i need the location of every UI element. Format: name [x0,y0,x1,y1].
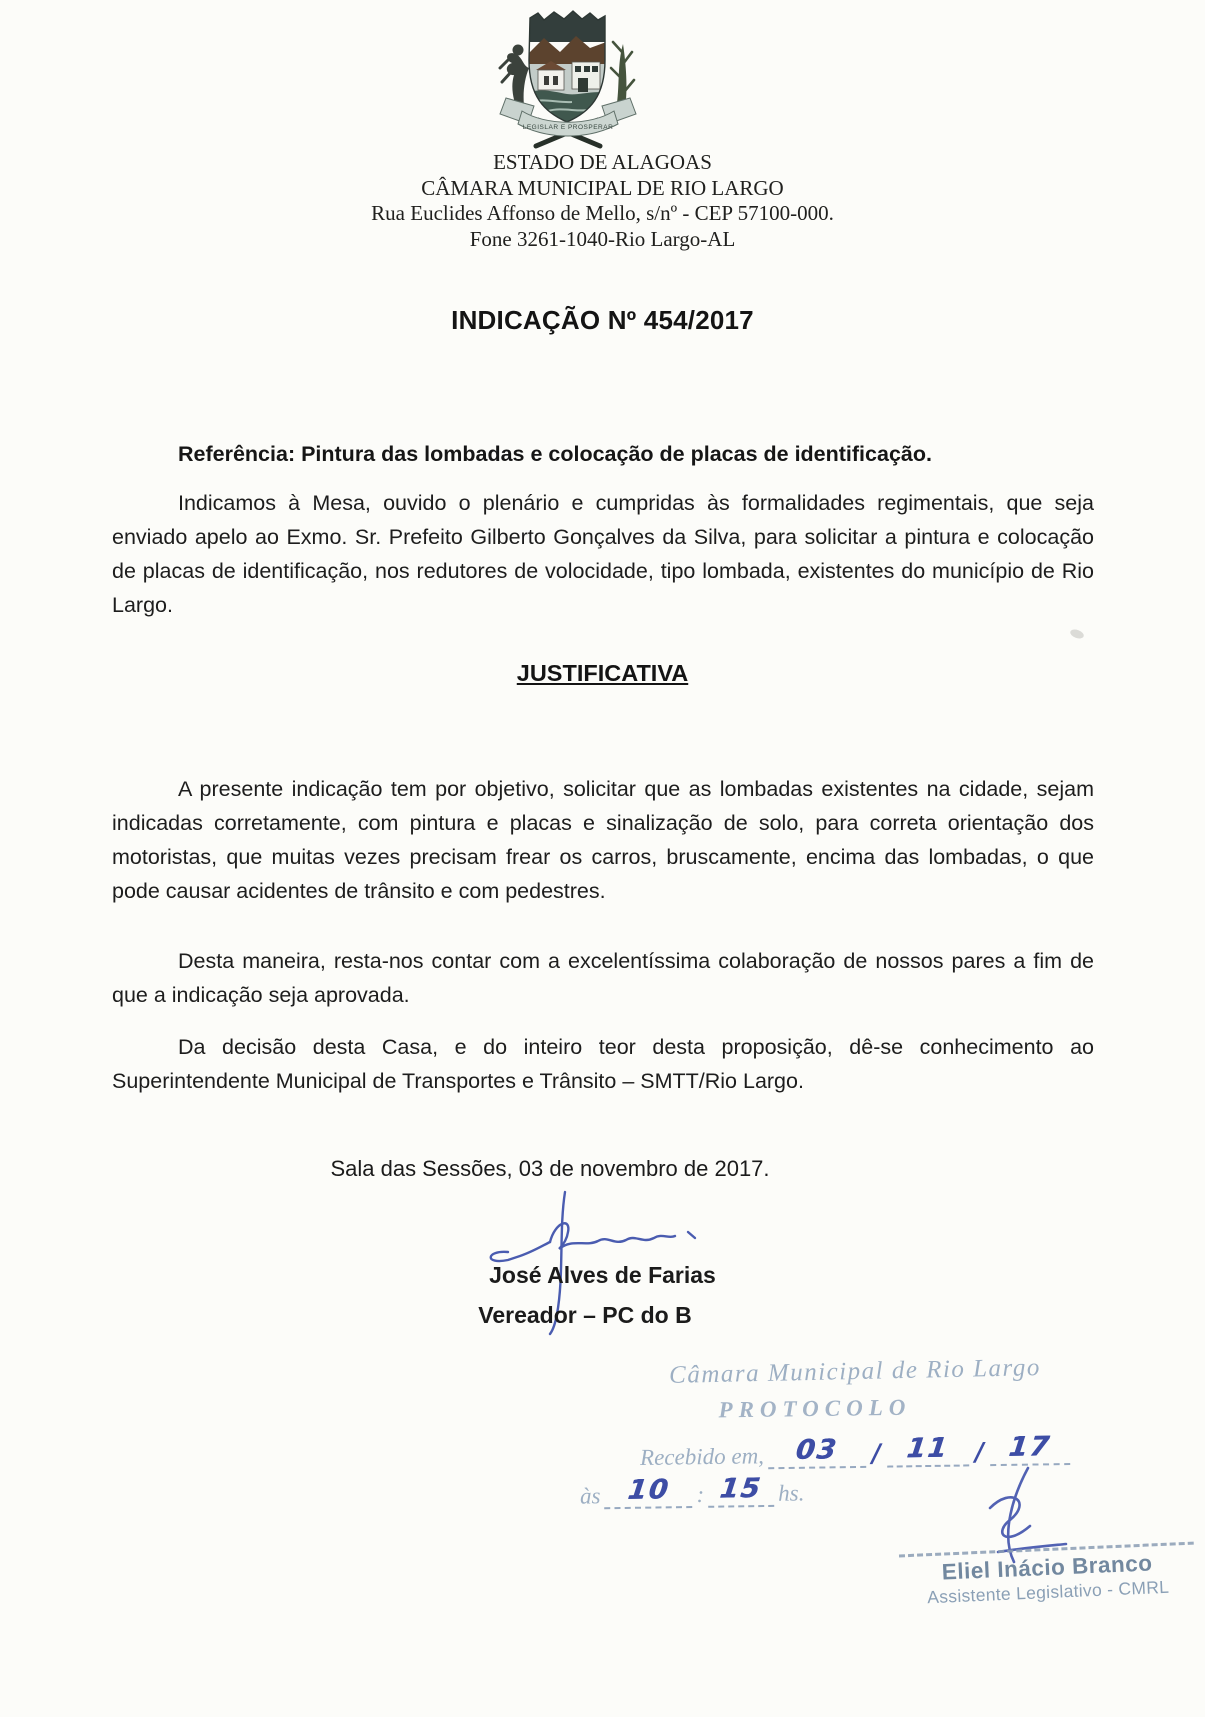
letterhead-phone: Fone 3261-1040-Rio Largo-AL [469,226,736,251]
author-name: José Alves de Farias [489,1262,716,1288]
hours-suffix: hs. [777,1480,805,1506]
coat-of-arms [478,8,658,150]
emblem-shield [524,8,612,130]
paragraph-notification: Da decisão desta Casa, e do inteiro teor desta proposição, dê-se conhecimento ao Superintendente Municipal de Transportes e Trânsito – SMTT/Rio Largo. [112,1035,1094,1093]
letterhead-state: ESTADO DE ALAGOAS [493,150,712,174]
clerk-stamp [899,1542,1196,1610]
time-minute-field [708,1473,774,1508]
received-month-value: 11 [905,1432,951,1465]
protocol-stamp-title: PROTOCOLO [718,1394,912,1423]
date-separator-1: / [871,1438,882,1468]
scan-smudge [1069,628,1085,640]
paragraph-justification-1: A presente indicação tem por objetivo, solicitar que as lombadas existentes na cidade, sejam indicadas corretamente, com pintura e placas e sinalização de solo, para correta orientação dos motoristas, que muitas vezes precisam frear os carros, bruscamente, encima das lombadas, o que pode causar acidentes de trânsito e com pedestres. [112,777,1094,903]
time-colon: : [696,1481,705,1507]
time-hour-value: 10 [625,1474,672,1506]
clerk-name: Eliel Inácio Branco [941,1550,1154,1585]
time-label: às [579,1483,601,1509]
time-minute-value: 15 [718,1472,764,1505]
date-separator-2: / [974,1437,985,1467]
received-month-field [887,1432,969,1467]
letterhead-address: Rua Euclides Affonso de Mello, s/nº - CEP 57100-000. [371,201,834,225]
session-date-line: Sala das Sessões, 03 de novembro de 2017. [330,1156,770,1181]
received-day-value: 03 [794,1434,840,1466]
emblem-motto: LEGISLAR E PROSPERAR [522,124,614,131]
protocol-time-row [580,1472,805,1509]
time-hour-field [604,1474,692,1509]
clerk-role: Assistente Legislativo - CMRL [926,1576,1170,1608]
author-role: Vereador – PC do B [478,1302,692,1328]
letterhead [0,150,1205,252]
received-year-field [990,1431,1070,1466]
received-year-value: 17 [1007,1431,1053,1463]
received-label: Recebido em, [639,1443,765,1471]
document-title: INDICAÇÃO Nº 454/2017 [451,305,754,335]
paragraph-indication: Indicamos à Mesa, ouvido o plenário e cumpridas às formalidades regimentais, que seja enviado apelo ao Exmo. Sr. Prefeito Gilberto Gonçalves da Silva, para solicitar a pintura e colocação de placas de identificação, nos redutores de volocidade, tipo lombada, existentes do município de Rio Largo. [112,491,1094,617]
justification-heading: JUSTIFICATIVA [516,660,689,686]
paragraph-justification-2: Desta maneira, resta-nos contar com a excelentíssima colaboração de nossos pares a fim de que a indicação seja aprovada. [112,949,1094,1007]
reference-line: Referência: Pintura das lombadas e colocação de placas de identificação. [178,442,932,466]
letterhead-chamber: CÂMARA MUNICIPAL DE RIO LARGO [421,175,784,200]
protocol-stamp-org: Câmara Municipal de Rio Largo [668,1354,1042,1389]
received-day-field [768,1434,866,1469]
